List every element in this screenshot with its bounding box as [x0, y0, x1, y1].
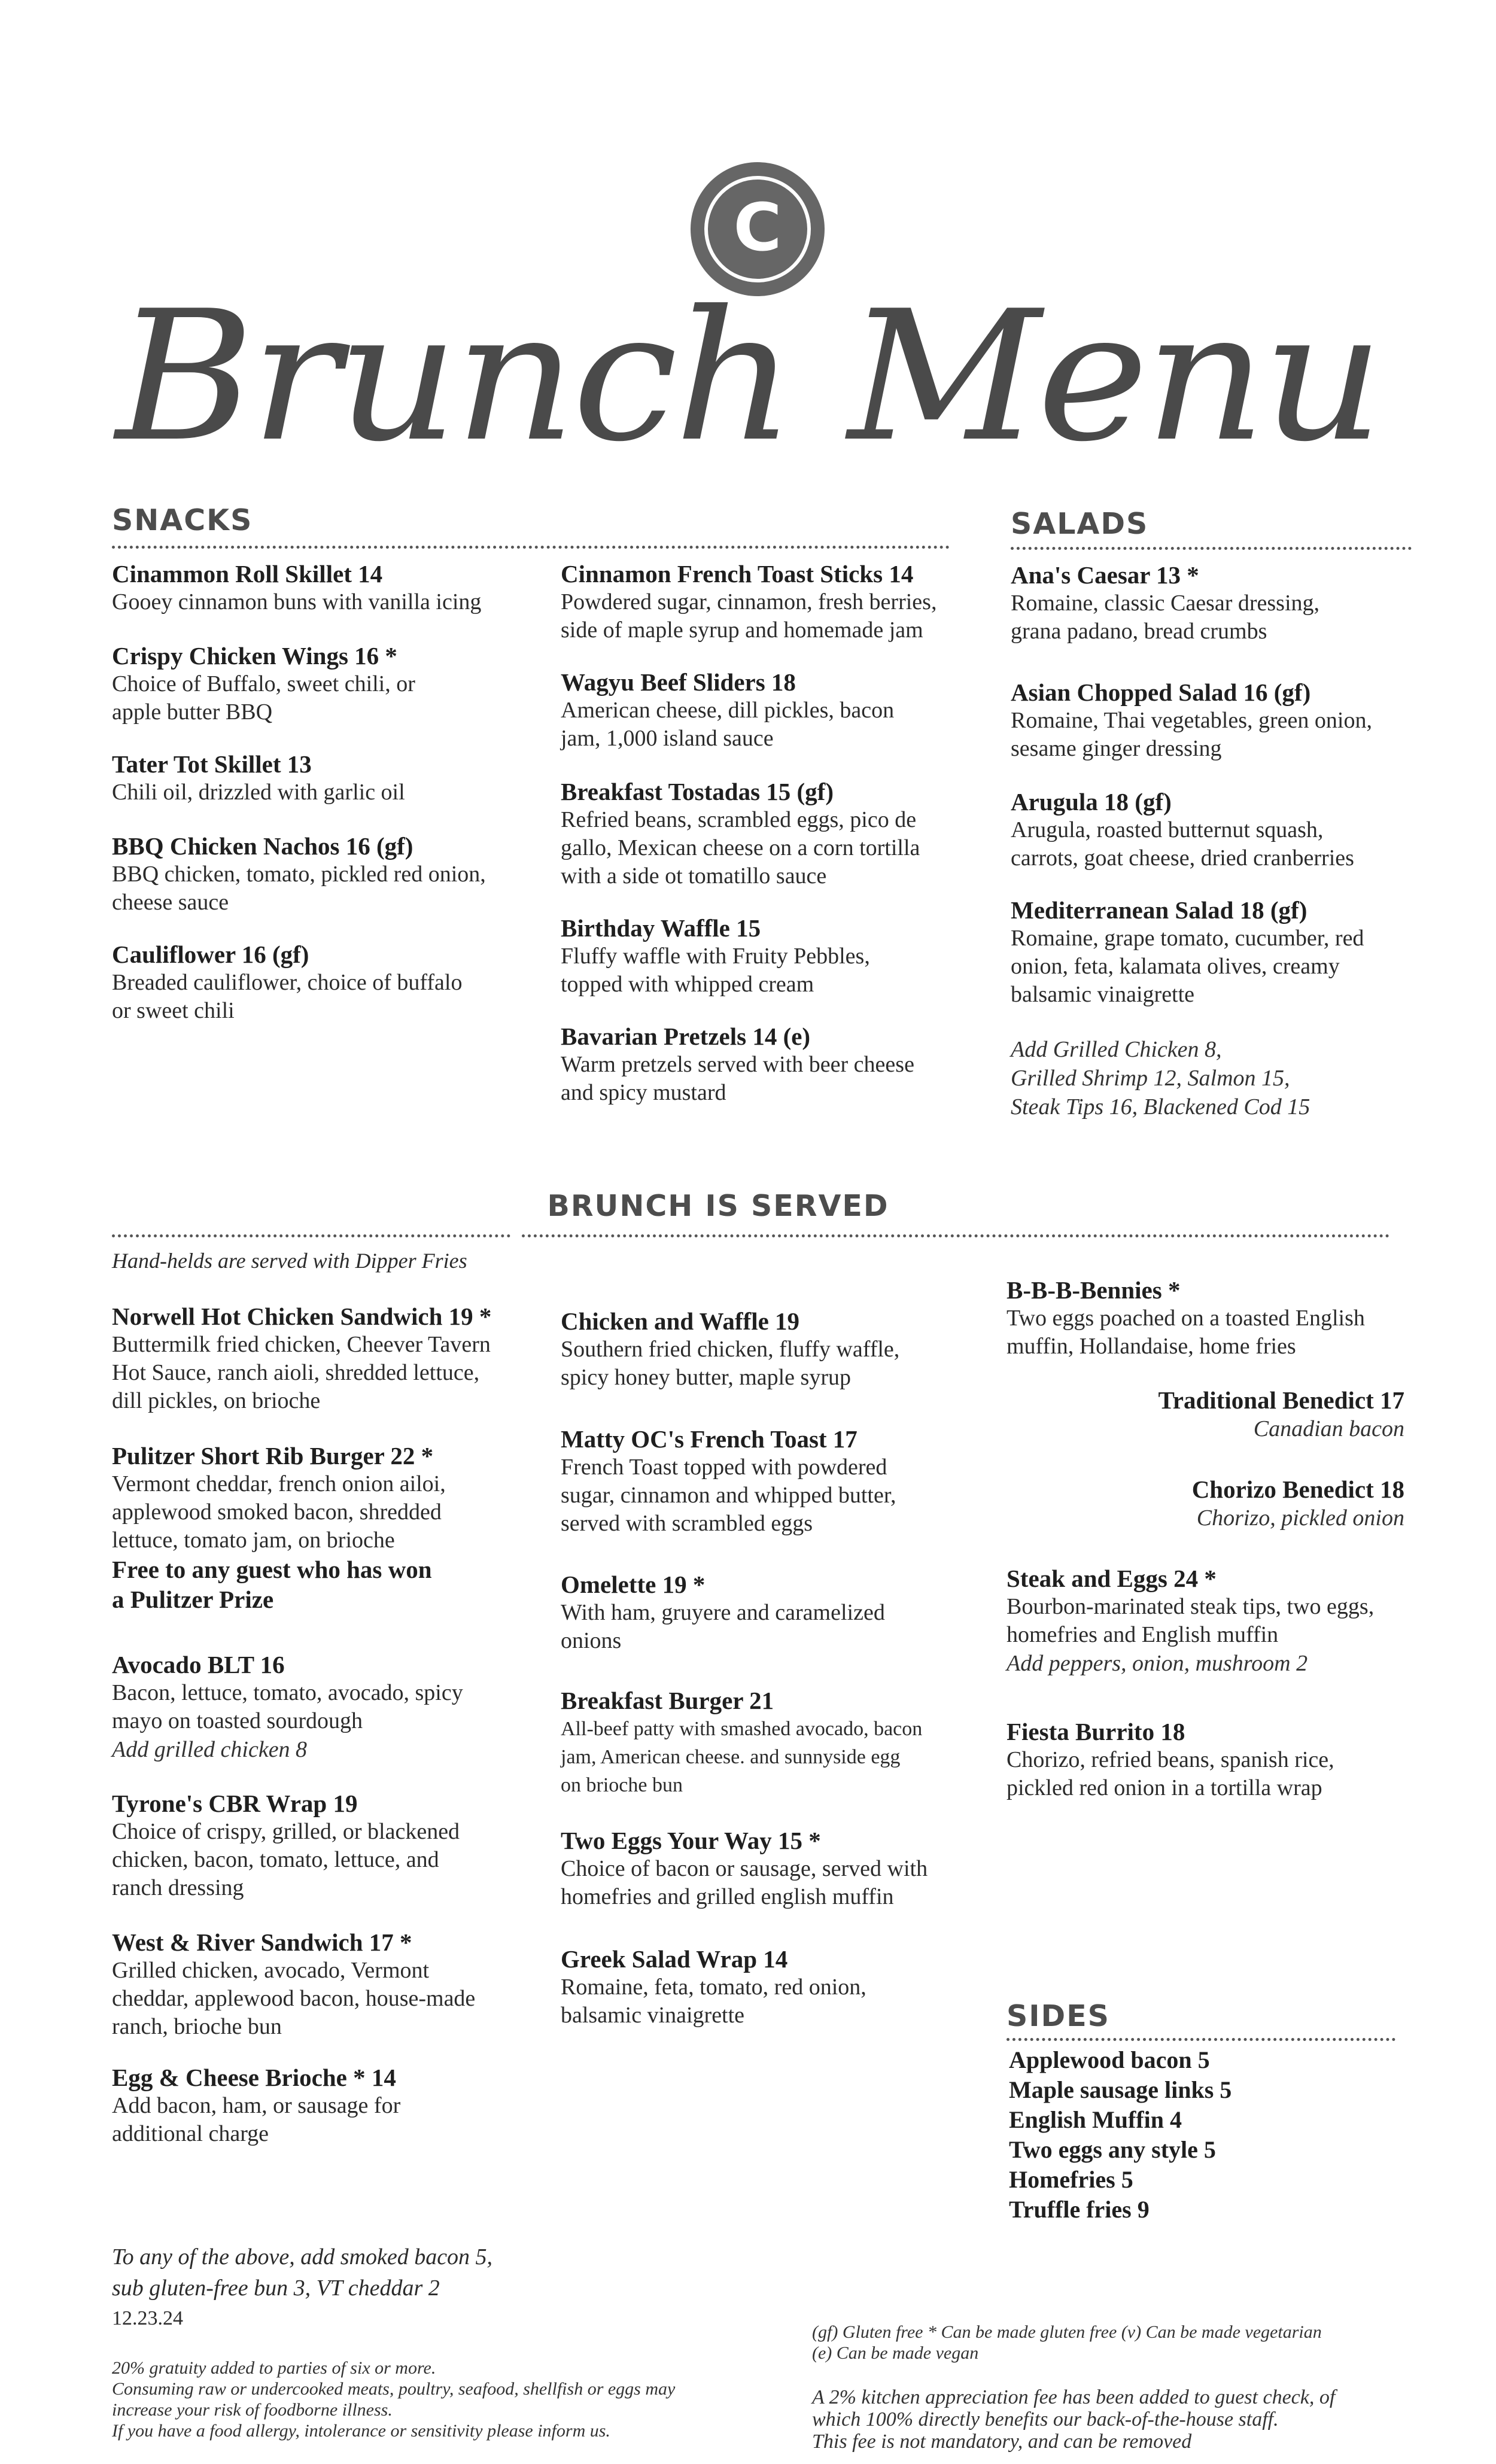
side-item: English Muffin 4 — [1009, 2106, 1182, 2133]
logo-letter: C — [733, 189, 782, 266]
menu-title: Brunch Menu — [115, 272, 1381, 481]
brunch-divider-left — [112, 1234, 510, 1237]
footer-notices: 20% gratuity added to parties of six or more. Consuming raw or undercooked meats, poultry, seafood, shellfish or eggs may increase your risk of foodborne illness. If you have a food allergy, intolerance or sensitivity please inform us. — [112, 2358, 676, 2441]
menu-item: Tyrone's CBR Wrap 19 Choice of crispy, grilled, or blackened chicken, bacon, tomato, lettuce, and ranch dressing — [112, 1790, 460, 1900]
menu-item: Chicken and Waffle 19 Southern fried chicken, fluffy waffle, spicy honey butter, maple syrup — [561, 1307, 900, 1390]
menu-item: Traditional Benedict 17 Canadian bacon — [1158, 1386, 1404, 1441]
handhelds-note: Hand-helds are served with Dipper Fries — [112, 1249, 467, 1273]
menu-item: Crispy Chicken Wings 16 * Choice of Buffalo, sweet chili, or apple butter BBQ — [112, 642, 415, 725]
footer-addons: To any of the above, add smoked bacon 5, sub gluten-free bun 3, VT cheddar 2 — [112, 2244, 493, 2301]
side-item: Maple sausage links 5 — [1009, 2076, 1232, 2103]
menu-item: BBQ Chicken Nachos 16 (gf) BBQ chicken, tomato, pickled red onion, cheese sauce — [112, 832, 486, 915]
salad-addons: Add Grilled Chicken 8, Grilled Shrimp 12, Salmon 15, Steak Tips 16, Blackened Cod 15 — [1011, 1037, 1310, 1120]
menu-item: Fiesta Burrito 18 Chorizo, refried beans, spanish rice, pickled red onion in a tortilla wrap — [1007, 1718, 1334, 1800]
sides-heading: SIDES — [1007, 1999, 1110, 2033]
menu-item: Norwell Hot Chicken Sandwich 19 * Buttermilk fried chicken, Cheever Tavern Hot Sauce, ranch aioli, shredded lettuce, dill pickles, on brioche — [112, 1303, 492, 1413]
menu-item: Two Eggs Your Way 15 * Choice of bacon or sausage, served with homefries and grilled english muffin — [561, 1827, 928, 1909]
menu-item: Asian Chopped Salad 16 (gf) Romaine, Thai vegetables, green onion, sesame ginger dressing — [1011, 679, 1372, 761]
menu-item: Omelette 19 * With ham, gruyere and caramelized onions — [561, 1571, 885, 1653]
menu-item: Bavarian Pretzels 14 (e) Warm pretzels served with beer cheese and spicy mustard — [561, 1023, 914, 1105]
menu-item: Matty OC's French Toast 17 French Toast topped with powdered sugar, cinnamon and whipped butter, served with scrambled eggs — [561, 1425, 896, 1536]
menu-item: Avocado BLT 16 Bacon, lettuce, tomato, avocado, spicy mayo on toasted sourdough Add grilled chicken 8 — [112, 1651, 463, 1762]
side-item: Two eggs any style 5 — [1009, 2136, 1216, 2163]
menu-item: Pulitzer Short Rib Burger 22 * Vermont cheddar, french onion ailoi, applewood smoked bacon, shredded lettuce, tomato jam, on brioche Free to any guest who has won a Pulitzer Prize — [112, 1442, 446, 1613]
menu-item: B-B-B-Bennies * Two eggs poached on a toasted English muffin, Hollandaise, home fries — [1007, 1276, 1365, 1359]
salads-divider — [1011, 547, 1412, 550]
menu-item: Ana's Caesar 13 * Romaine, classic Caesar dressing, grana padano, bread crumbs — [1011, 561, 1320, 644]
snacks-divider — [112, 546, 950, 549]
sides-divider — [1007, 2038, 1395, 2041]
menu-item: West & River Sandwich 17 * Grilled chicken, avocado, Vermont cheddar, applewood bacon, house-made ranch, brioche bun — [112, 1928, 476, 2039]
kitchen-fee-note: A 2% kitchen appreciation fee has been added to guest check, of which 100% directly benefits our back-of-the-house staff. This fee is not mandatory, and can be removed — [812, 2386, 1336, 2453]
menu-item: Arugula 18 (gf) Arugula, roasted butternut squash, carrots, goat cheese, dried cranberries — [1011, 788, 1354, 871]
menu-item: Egg & Cheese Brioche * 14 Add bacon, ham, or sausage for additional charge — [112, 2064, 401, 2146]
brunch-heading: BRUNCH IS SERVED — [547, 1189, 889, 1223]
menu-item: Mediterranean Salad 18 (gf) Romaine, grape tomato, cucumber, red onion, feta, kalamata olives, creamy balsamic vinaigrette — [1011, 896, 1364, 1007]
menu-item: Steak and Eggs 24 * Bourbon-marinated steak tips, two eggs, homefries and English muffin Add peppers, onion, mushroom 2 — [1007, 1565, 1375, 1676]
menu-item: Cinnamon French Toast Sticks 14 Powdered sugar, cinnamon, fresh berries, side of maple syrup and homemade jam — [561, 560, 937, 643]
salads-heading: SALADS — [1011, 507, 1149, 541]
menu-date: 12.23.24 — [112, 2307, 183, 2329]
menu-item: Tater Tot Skillet 13 Chili oil, drizzled with garlic oil — [112, 750, 405, 805]
menu-item: Birthday Waffle 15 Fluffy waffle with Fruity Pebbles, topped with whipped cream — [561, 914, 870, 997]
snacks-heading: SNACKS — [112, 503, 253, 537]
menu-item: Wagyu Beef Sliders 18 American cheese, dill pickles, bacon jam, 1,000 island sauce — [561, 668, 895, 751]
dietary-legend: (gf) Gluten free * Can be made gluten free (v) Can be made vegetarian (e) Can be made vegan — [812, 2322, 1322, 2363]
brunch-divider-right — [522, 1234, 1389, 1237]
menu-item: Cinammon Roll Skillet 14 Gooey cinnamon buns with vanilla icing — [112, 560, 482, 615]
side-item: Truffle fries 9 — [1009, 2196, 1150, 2223]
side-item: Homefries 5 — [1009, 2166, 1133, 2193]
menu-item: Cauliflower 16 (gf) Breaded cauliflower, choice of buffalo or sweet chili — [112, 941, 463, 1023]
side-item: Applewood bacon 5 — [1009, 2046, 1210, 2073]
menu-item: Greek Salad Wrap 14 Romaine, feta, tomato, red onion, balsamic vinaigrette — [561, 1945, 866, 2028]
sides-list — [1009, 2045, 1232, 2225]
menu-item: Chorizo Benedict 18 Chorizo, pickled onion — [1191, 1476, 1404, 1531]
menu-item: Breakfast Burger 21 All-beef patty with smashed avocado, bacon jam, American cheese. and sunnyside egg on brioche bun — [561, 1687, 923, 1796]
menu-item: Breakfast Tostadas 15 (gf) Refried beans, scrambled eggs, pico de gallo, Mexican cheese on a corn tortilla with a side ot tomatillo sauce — [561, 778, 920, 889]
